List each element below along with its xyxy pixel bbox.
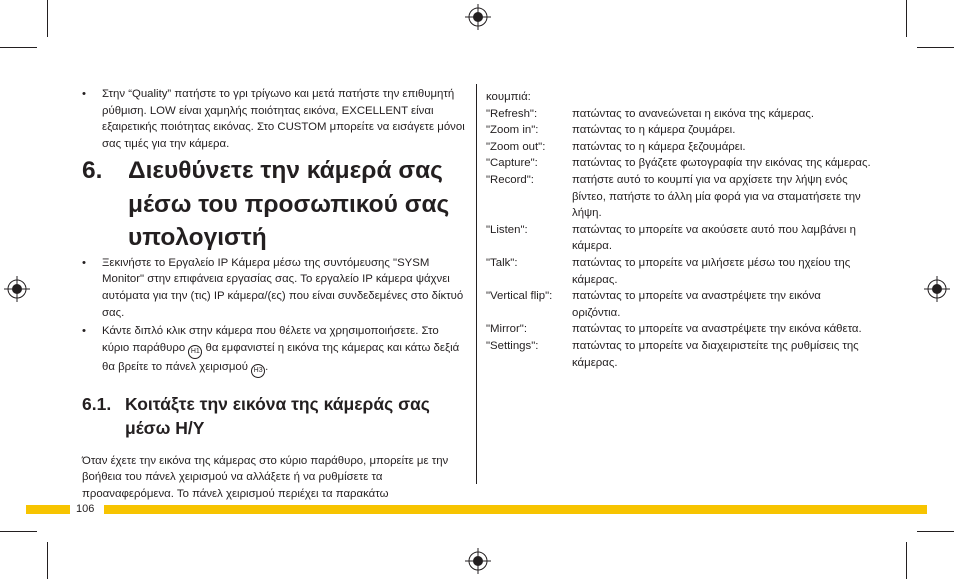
crop-mark [47, 0, 48, 37]
definition-row [486, 321, 871, 338]
h3-badge-icon: H3 [251, 364, 265, 378]
h1-badge-icon: H1 [188, 345, 202, 359]
section-6-1-number: 6.1. [82, 393, 112, 414]
section-6-1-title: Κοιτάξτε την εικόνα της κάμεράς σας μέσω Η/Υ [125, 393, 430, 438]
definition-term: "Zoom in": [486, 124, 539, 137]
definition-row [486, 155, 871, 172]
section-6-1-paragraph: Όταν έχετε την εικόνα της κάμερας στο κύριο παράθυρο, μπορείτε με την βοήθεια του πάνελ χειρισμού να αλλάξετε ή να ρυθμίσετε τα προαναφερόμενα. Το πάνελ χειρισμού περιέχει τα παρακάτω [82, 454, 449, 501]
definition-desc: πατώντας το μπορείτε να αναστρέψετε την εικόνα οριζόντια. [572, 290, 821, 319]
button-definitions [486, 106, 871, 372]
crop-mark [0, 47, 37, 48]
section-6-heading [82, 154, 467, 255]
bullet-start-tool [82, 255, 467, 321]
definition-row [486, 106, 871, 123]
registration-mark-icon [924, 276, 950, 302]
definition-desc: πατώντας το βγάζετε φωτογραφία την εικόνας της κάμερας. [572, 157, 871, 170]
buttons-intro: κουμπιά: [486, 91, 531, 103]
registration-mark-icon [465, 4, 491, 30]
definition-term: "Talk": [486, 256, 518, 269]
bullet-quality-text: Στην “Quality” πατήστε το γρι τρίγωνο και μετά πατήστε την επιθυμητή ρύθμιση. LOW είναι χαμηλής ποιότητας εικόνα, EXCELLENT είναι εξαιρετικής ποιότητας εικόνας. Στο CUSTOM μπορείτε να εισάγετε μόνοι σας τιμές για την κάμερα. [102, 88, 465, 150]
definition-row [486, 338, 871, 371]
definition-term: "Zoom out": [486, 140, 546, 153]
definition-row [486, 222, 871, 255]
crop-mark [906, 0, 907, 37]
definition-desc: πατώντας το η κάμερα ζουμάρει. [572, 124, 736, 137]
crop-mark [906, 542, 907, 579]
definition-term: "Capture": [486, 157, 538, 170]
section-6-1-heading [82, 392, 467, 440]
column-divider [476, 84, 477, 484]
right-column [486, 89, 871, 371]
definition-desc: πατώντας το μπορείτε να ακούσετε αυτό που λαμβάνει η κάμερα. [572, 223, 856, 253]
section-6-title: Διευθύνετε την κάμερά σας μέσω του προσωπικού σας υπολογιστή [128, 157, 450, 252]
definition-term: "Vertical flip": [486, 290, 553, 303]
bullet-double-click-text-b: θα εμφανιστεί η εικόνα της κάμερας και κάτω δεξιά θα βρείτε το πάνελ χειρισμού [102, 341, 460, 373]
crop-mark [917, 531, 954, 532]
registration-mark-icon [4, 276, 30, 302]
definition-term: "Record": [486, 173, 534, 186]
left-column [82, 86, 467, 503]
definition-row [486, 172, 871, 222]
definition-desc: πατώντας το μπορείτε να αναστρέψετε την εικόνα κάθετα. [572, 323, 862, 336]
definition-desc: πατώντας το ανανεώνεται η εικόνα της κάμερας. [572, 107, 814, 120]
bullet-dot: • [82, 256, 86, 269]
crop-mark [917, 47, 954, 48]
definition-term: "Refresh": [486, 107, 538, 120]
crop-mark [0, 531, 37, 532]
definition-desc: πατώντας το μπορείτε να μιλήσετε μέσω του ηχείου της κάμερας. [572, 256, 851, 286]
definition-term: "Settings": [486, 339, 539, 352]
bullet-dot: • [82, 325, 86, 338]
bullet-double-click-text-a: Κάντε διπλό κλικ στην κάμερα που θέλετε να χρησιμοποιήσετε. Στο κύριο παράθυρο [102, 325, 439, 354]
bullet-double-click [82, 323, 467, 378]
definition-row [486, 255, 871, 288]
definition-term: "Listen": [486, 223, 528, 236]
bullet-double-click-text-c: . [265, 360, 269, 373]
definition-row [486, 288, 871, 321]
definition-desc: πατήστε αυτό το κουμπί για να αρχίσετε την λήψη ενός βίντεο, πατήστε το άλλη μία φορά για να σταματήσετε την λήψη. [572, 173, 861, 220]
crop-mark [47, 542, 48, 579]
definition-row [486, 122, 871, 139]
definition-desc: πατώντας το η κάμερα ξεζουμάρει. [572, 140, 746, 153]
bullet-dot: • [82, 88, 86, 100]
bullet-quality [82, 86, 467, 152]
definition-desc: πατώντας το μπορείτε να διαχειριστείτε της ρυθμίσεις της κάμερας. [572, 339, 859, 369]
footer-bar-right [104, 505, 927, 514]
registration-mark-icon [465, 548, 491, 574]
definition-term: "Mirror": [486, 323, 527, 336]
page-number: 106 [76, 503, 95, 515]
definition-row [486, 139, 871, 156]
bullet-start-tool-text: Ξεκινήστε το Εργαλείο IP Κάμερα μέσω της συντόμευσης "SYSM Monitor" στην επιφάνεια εργασίας σας. Το εργαλείο IP κάμερα ψάχνει αυτόματα για την (τις) IP κάμερα/(ες) που είναι συνδεδεμένες στο δίκτυό σας. [102, 256, 464, 319]
section-6-number: 6. [82, 157, 103, 185]
footer-bar-left [26, 505, 70, 514]
